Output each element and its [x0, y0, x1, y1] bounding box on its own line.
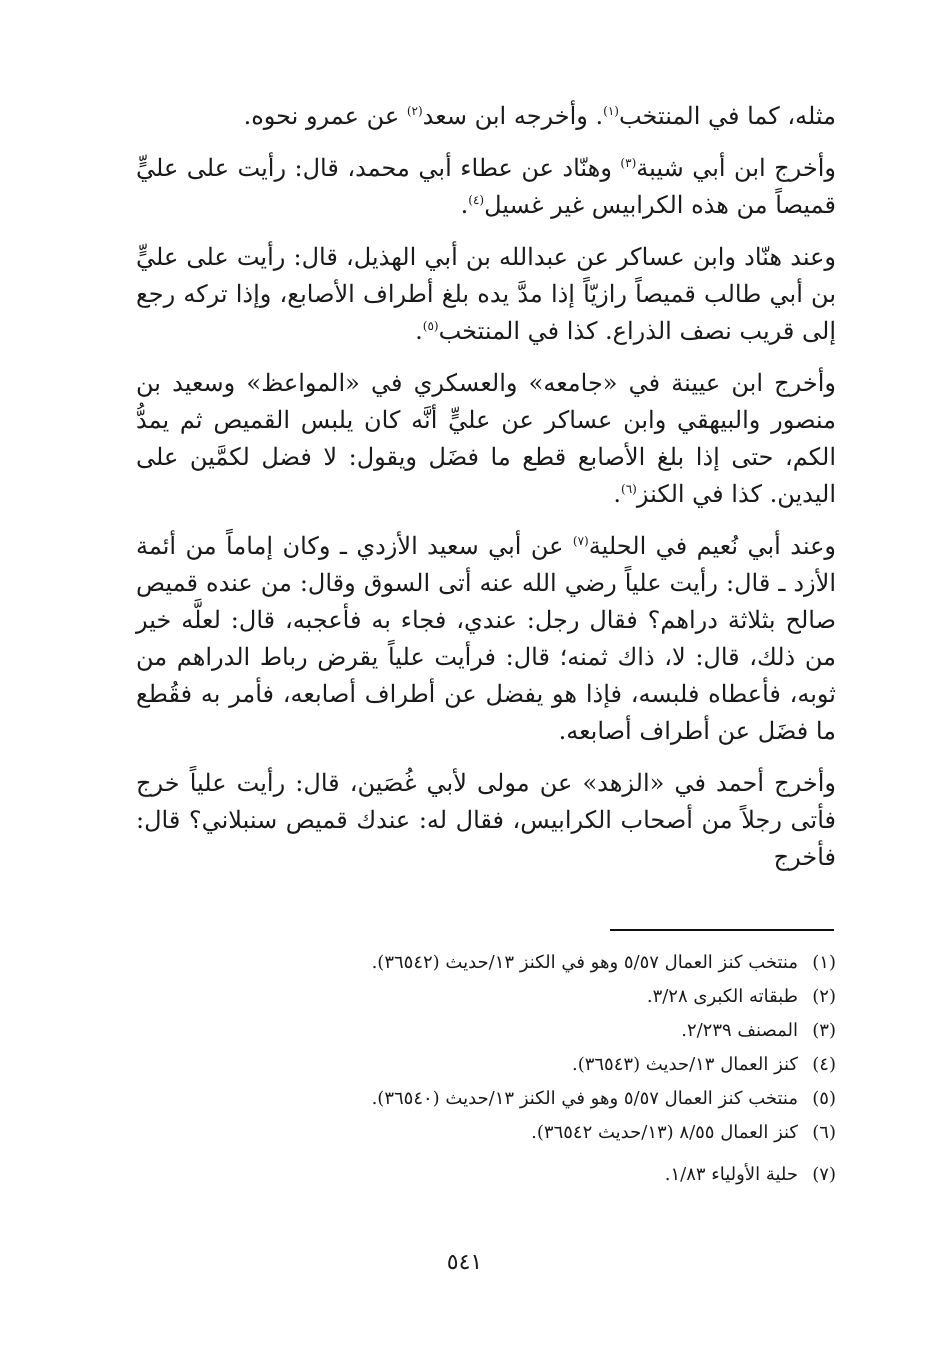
footnote-item [136, 986, 836, 1020]
footnote-marker: (٧) [572, 534, 589, 548]
footnote-text: كنز العمال ٨/٥٥ (١٣/حديث ٣٦٥٤٢). [531, 1122, 798, 1143]
footnote-separator [610, 929, 834, 931]
footnote-item [136, 1054, 836, 1088]
footnote-text: طبقاته الكبرى ٣/٢٨. [646, 986, 798, 1007]
body-paragraph [136, 365, 836, 513]
text-run: وأخرج أحمد في «الزهد» عن مولى لأبي غُصَين، قال: رأيت علياً خرج فأتى رجلاً من أصحاب الكرابيس، فقال له: عندك قميص سنبلاني؟ قال: فأخرج [136, 769, 836, 871]
footnote-text: حلية الأولياء ١/٨٣. [664, 1164, 798, 1185]
footnote-text: المصنف ٢/٢٣٩. [681, 1020, 798, 1041]
text-run: . [460, 191, 469, 219]
footnote-item [136, 1088, 836, 1122]
footnote-number: (٣) [812, 1020, 836, 1041]
footnote-marker: (٤) [468, 193, 485, 207]
body-paragraph [136, 98, 836, 135]
text-run: . [415, 317, 423, 345]
footnote-number: (٢) [812, 986, 836, 1007]
footnotes-list [136, 952, 836, 1198]
text-run: وعند أبي نُعيم في الحلية [588, 532, 837, 560]
footnote-number: (٤) [812, 1054, 836, 1075]
footnote-number: (٦) [812, 1122, 836, 1143]
body-paragraph [136, 528, 836, 750]
text-run: . وأخرجه ابن سعد [422, 102, 604, 130]
text-run: وأخرج ابن عيينة في «جامعه» والعسكري في «المواعظ» وسعيد بن منصور والبيهقي وابن عساكر عن عليٍّ أنَّه كان يلبس القميص ثم يمدُّ الكم، حتى إذا بلغ الأصابع قطع ما فضَل ويقول: لا فضل لكمَّين على اليدين. كذا في الكنز [136, 369, 837, 508]
text-run: مثله، كما في المنتخب [618, 102, 836, 130]
text-run: عن عمرو نحوه. [243, 102, 407, 130]
footnote-number: (١) [812, 952, 836, 973]
body-paragraph [136, 150, 836, 224]
text-run: . [613, 480, 621, 508]
footnote-text: كنز العمال ١٣/حديث (٣٦٥٤٣). [571, 1054, 798, 1075]
footnote-marker: (١) [603, 104, 619, 118]
main-text [136, 98, 836, 891]
footnote-item [136, 1164, 836, 1198]
footnote-number: (٧) [812, 1164, 836, 1185]
footnote-text: منتخب كنز العمال ٥/٥٧ وهو في الكنز ١٣/حديث (٣٦٥٤٠). [371, 1088, 798, 1109]
footnote-number: (٥) [812, 1088, 836, 1109]
footnote-item [136, 1122, 836, 1156]
footnote-marker: (٦) [621, 482, 637, 496]
body-paragraph [136, 239, 836, 350]
footnote-text: منتخب كنز العمال ٥/٥٧ وهو في الكنز ١٣/حديث (٣٦٥٤٢). [371, 952, 798, 973]
body-paragraph [136, 765, 836, 876]
footnote-marker: (٣) [620, 156, 637, 170]
text-run: عن أبي سعيد الأزدي ـ وكان إماماً من أئمة الأزد ـ قال: رأيت علياً رضي الله عنه أتى السوق وقال: من عنده قميص صالح بثلاثة دراهم؟ فقال رجل: عندي، فجاء به فأعجبه، قال: لعلَّه خير من ذلك، قال: لا، ذاك ثمنه؛ قال: فرأيت علياً يقرض رباط الدراهم من ثوبه، فأعطاه فلبسه، فإذا هو يفضل عن أطراف أصابعه، فأمر به فقُطع ما فضَل عن أطراف أصابعه. [136, 532, 836, 745]
footnote-item [136, 952, 836, 986]
footnote-item [136, 1020, 836, 1054]
text-run: وعند هنّاد وابن عساكر عن عبدالله بن أبي الهذيل، قال: رأيت على عليٍّ بن أبي طالب قميصاً رازيّاً إذا مدَّ يده بلغ أطراف الأصابع، وإذا تركه رجع إلى قريب نصف الذراع. كذا في المنتخب [136, 243, 836, 345]
footnote-marker: (٥) [422, 319, 439, 333]
page-number: ٥٤١ [446, 1250, 483, 1275]
footnote-marker: (٢) [406, 104, 423, 118]
text-run: وهنّاد عن عطاء أبي محمد، قال: رأيت على عليٍّ قميصاً من هذه الكرابيس غير غسيل [136, 154, 836, 219]
text-run: وأخرج ابن أبي شيبة [636, 154, 836, 182]
